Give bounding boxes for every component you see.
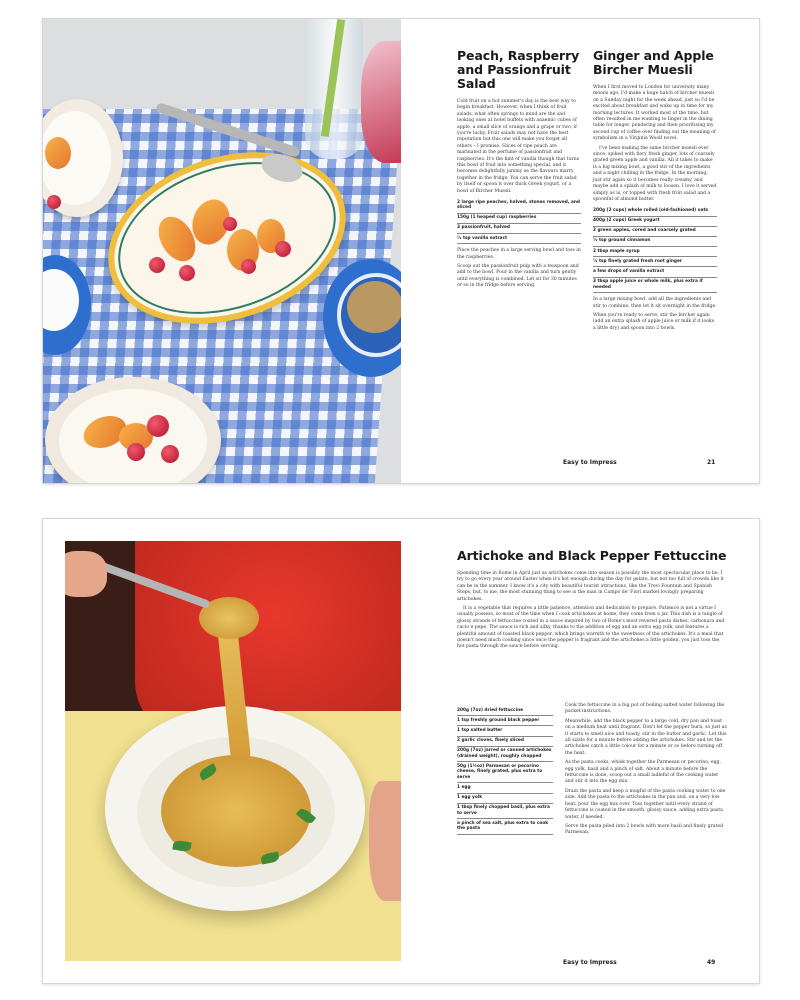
ingredient-item: 2 garlic cloves, finely sliced [457, 737, 553, 747]
ingredient-item: 2 large ripe peaches, halved, stones removed, and sliced [457, 198, 581, 214]
cookbook-spread-page-49 [42, 518, 760, 984]
ingredient-item: 1 egg yolk [457, 794, 553, 804]
hand-holding-fork [65, 551, 107, 597]
recipe-intro: It is a vegetable that requires a little patience, attention and dedication to prepare. Patience is not a virtue I usually possess, so most of the time when I cook artichokes at home, they come from a jar. This dish is a tangle of glossy strands of fettuccine coated in a sauce inspired by two of Rome's most revered pasta dishes, carbonara and cacio e pepe. The sauce is rich and silky, thanks to the addition of egg and an extra egg yolk, and features a plentiful amount of toasted black pepper, which brings warmth to the sweetness of the artichokes. It's a meal that doesn't need much cooking since once the pepper is fragrant and the artichokes a little golden, you just toss the hot pasta through the sauce before serving. [457, 606, 725, 650]
hand-holding-plate [369, 781, 401, 901]
ingredient-item: 1 egg [457, 783, 553, 793]
fettuccine-photo [65, 541, 401, 961]
method-step: Scoop out the passionfruit pulp with a teaspoon and add to the bowl. Pour in the vanilla and turn gently until everything is combined. Let sit for 30 minutes or so in the fridge before serving. [457, 264, 579, 289]
fruit-salad-photo [43, 19, 401, 483]
ingredient-item: 1 tsp freshly ground black pepper [457, 716, 553, 726]
ingredient-item: a few drops of vanilla extract [593, 267, 717, 277]
ingredient-item: 200g (2 cups) whole rolled (old-fashioned) oats [593, 206, 717, 216]
ingredient-item: a pinch of sea salt, plus extra to cook the pasta [457, 819, 553, 835]
ingredient-item: 150g (1 heaped cup) raspberries [457, 214, 581, 224]
chapter-label: Easy to Impress [563, 959, 617, 966]
ingredient-item: 200g (7oz) jarred or canned artichokes (drained weight), roughly chopped [457, 747, 553, 763]
recipe-title: Peach, Raspberry and Passionfruit Salad [457, 48, 580, 91]
coffee [347, 281, 401, 333]
ingredient-item: 200g (7oz) dried fettuccine [457, 706, 553, 716]
raspberry [223, 217, 237, 231]
raspberry [179, 265, 195, 281]
ingredient-item: 2 tbsp maple syrup [593, 247, 717, 257]
ingredient-item: 1 tsp salted butter [457, 726, 553, 736]
raspberry [147, 415, 169, 437]
ingredient-list [593, 206, 717, 293]
ingredient-item: 400g (2 cups) Greek yogurt [593, 217, 717, 227]
method-step: When you're ready to serve, stir the bircher again (add an extra splash of apple juice or milk if it looks a little dry) and spoon into 2 bowls. [593, 313, 715, 331]
ingredient-list [457, 706, 553, 835]
ingredient-list [457, 198, 581, 244]
method-step: Serve the pasta piled into 2 bowls with more basil and finely grated Parmesan. [565, 823, 724, 836]
ingredient-item: ½ tsp ground cinnamon [593, 237, 717, 247]
recipe-title: Ginger and Apple Bircher Muesli [593, 48, 714, 77]
ingredient-item: ½ tsp finely grated fresh root ginger [593, 257, 717, 267]
ingredient-item: ½ tsp vanilla extract [457, 234, 581, 244]
fettuccine-ingredients [457, 703, 553, 839]
pink-pitcher [361, 41, 401, 163]
peach-slice [45, 137, 71, 169]
method-step: Meanwhile, add the black pepper to a large cold, dry pan and toast on a medium heat until fragrant. Don't let the pepper burn, so just as it starts to smell nice and toasty, stir in the butter and garlic. Let this all sizzle for a minute before adding the artichokes. Stir and let the artichokes catch a little colour for a minute or so before turning off the heat. [565, 718, 727, 756]
ingredient-item: 1 tbsp finely chopped basil, plus extra to serve [457, 804, 553, 820]
ingredient-item: 3 passionfruit, halved [457, 224, 581, 234]
chapter-label: Easy to Impress [563, 459, 617, 466]
method-step: In a large mixing bowl, add all the ingredients and stir to combine, then let it sit overnight in the fridge. [593, 297, 717, 309]
ingredient-item: 2 green apples, cored and coarsely grated [593, 227, 717, 237]
ingredient-item: 50g (1¾oz) Parmesan or pecorino cheese, finely grated, plus extra to serve [457, 762, 553, 783]
method-step: As the pasta cooks, whisk together the Parmesan or pecorino, egg, egg yolk, basil and a pinch of salt. About a minute before the fettuccine is done, scoop out a small ladleful of the cooking water and stir it into the egg mix. [565, 760, 721, 785]
fettuccine-method [565, 703, 727, 840]
recipe-intro: Spending time in Rome in April just as artichokes come into season is possibly the most spectacular place to be. I try to go every year around Easter when it's hot enough during the day for gelato, but not too full of crowds like it can be in the summer. I know it's a city with beautiful tourist attractions, like the Trevi Fountain and Spanish Steps, but, to me, the most stunning thing to see is the man in Campo de' Fiori market lovingly preparing artichokes. [457, 571, 724, 602]
raspberry [161, 445, 179, 463]
raspberry [275, 241, 291, 257]
cookbook-spread-page-21 [42, 18, 760, 484]
recipe-bircher-muesli [593, 49, 717, 335]
recipe-intro: Cold fruit on a hot summer's day is the best way to begin breakfast. However, when I think of fruit salads, what often springs to mind are the sad looking ones at hotel buffets with anaemic cubes of apple, a small slice of orange and a grape or two, if you're lucky. Fruit salads may not have the best reputation but this one will make you forget all others – I promise. Slices of ripe peach are marinated in the perfume of passionfruit and raspberries. It's the hint of vanilla though that turns this bowl of fruit into something special, and it becomes delightfully jammy as the flavours marry together in the fridge. You can serve the fruit salad by itself or spoon it over thick Greek yogurt, or a bowl of Bircher Muesli. [457, 99, 580, 194]
page-number: 49 [707, 959, 716, 966]
raspberry [127, 443, 145, 461]
page-number: 21 [707, 459, 716, 466]
recipe-title: Artichoke and Black Pepper Fettuccine [457, 548, 727, 563]
recipe-fettuccine [457, 549, 727, 654]
raspberry [47, 195, 61, 209]
ingredient-item: 3 tbsp apple juice or whole milk, plus extra if needed [593, 278, 717, 294]
recipe-peach-salad [457, 49, 581, 293]
raspberry [149, 257, 165, 273]
method-step: Place the peaches in a large serving bowl and toss in the raspberries. [457, 248, 581, 260]
recipe-intro: When I first moved to London for university many moons ago, I'd make a huge batch of bircher muesli on a Sunday night for the week ahead, just so I'd be excited about breakfast and wake up in time for my morning lectures. It worked most of the time, but often resulted in me wanting to linger in the dining table for longer, pondering and then prioritising my second cup of coffee over finding out the meaning of symbolism in a Virginia Woolf novel. [593, 85, 716, 142]
recipe-intro: I've been making the same bircher muesli ever since, spiked with fiery fresh ginger, lots of coarsely grated green apple and vanilla. All it takes to make is a big mixing bowl, a good stir of the ingredients and a night chilling in the fridge. In the morning, just stir again so it becomes really creamy, and maybe add a splash of milk to loosen. I love it served simply as is, or topped with fresh fruit salad and a spoonful of almond butter. [593, 145, 717, 202]
raspberry [241, 259, 256, 274]
method-step: Cook the fettuccine in a big pot of boiling salted water following the packet instructions. [565, 703, 725, 715]
method-step: Drain the pasta and keep a mugful of the pasta cooking water to one side. Add the pasta to the artichokes in the pan and, on a very low heat, pour the egg mix over. Toss together until every strand of fettuccine is coated in the smooth, glossy sauce, adding extra pasta water, if needed. [565, 788, 726, 820]
